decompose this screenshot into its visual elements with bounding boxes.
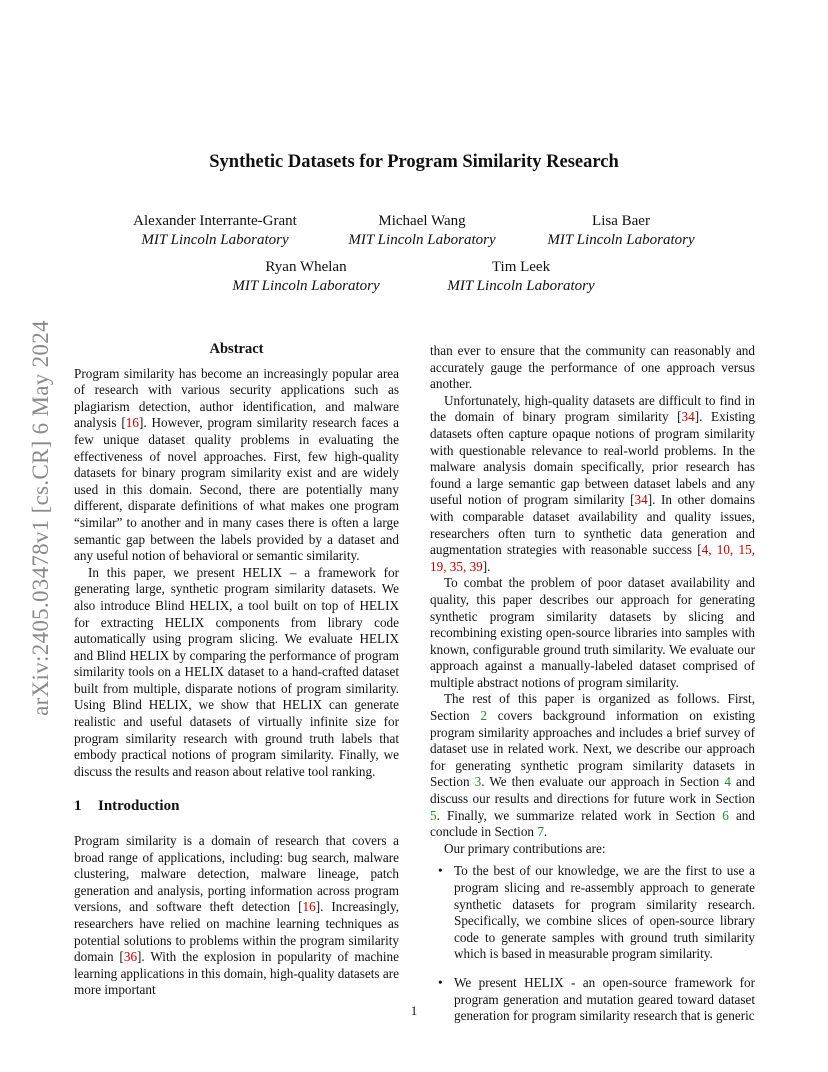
body-paragraph: than ever to ensure that the community can reasonably and accurately gauge the performance of one approach versus another. — [430, 343, 755, 392]
citation-link[interactable]: 4, 10, 15, 19, 35, 39 — [430, 542, 755, 574]
body-paragraph: Unfortunately, high-quality datasets are difficult to find in the domain of binary program similarity [34]. Existing datasets often capture opaque notions of program similarity with questionable relevance to real-world problems. In the malware analysis domain specifically, prior research has found a large semantic gap between dataset labels and any useful notion of program similarity [34]. In other domains with comparable dataset availability and quality issues, researchers often turn to synthetic data generation and augmentation strategies with reasonable success [4, 10, 15, 19, 35, 39]. — [430, 392, 755, 574]
section-link[interactable]: 2 — [480, 708, 487, 724]
list-item: • To the best of our knowledge, we are the first to use a program slicing and re-assembly approach to generate synthetic datasets for program similarity research. Specifically, we combine slices of open-source library code to generate samples with ground truth similarity which is based in measurable program similarity. — [438, 863, 755, 962]
abstract-paragraph: Program similarity has become an increasingly popular area of research with various security applications such as plagiarism detection, author identification, and malware analysis [16]. However, program similarity research faces a few unique dataset quality problems in evaluating the effectiveness of novel approaches. First, few high-quality datasets for binary program similarity exist and are widely used in this domain. Second, there are potentially many different, disparate definitions of what makes one program “similar” to another and in many cases there is often a large semantic gap between the labels provided by a dataset and any useful notion of behavioral or semantic similarity. — [74, 365, 399, 564]
author-affiliation: MIT Lincoln Laboratory — [547, 232, 695, 248]
author-affiliation: MIT Lincoln Laboratory — [232, 278, 380, 294]
author-block — [401, 258, 641, 296]
section-heading — [74, 798, 399, 815]
author-affiliation: MIT Lincoln Laboratory — [447, 278, 595, 294]
paper-title: Synthetic Datasets for Program Similarity Research — [209, 152, 619, 172]
author-affiliation: MIT Lincoln Laboratory — [348, 232, 496, 248]
author-name: Ryan Whelan — [265, 259, 347, 275]
section-link[interactable]: 4 — [724, 774, 731, 790]
right-column — [430, 343, 755, 1037]
section-number: 1 — [74, 798, 82, 815]
section-link[interactable]: 5 — [430, 807, 437, 823]
abstract-paragraph: In this paper, we present HELIX – a framework for generating large, synthetic program similarity datasets. We also introduce Blind HELIX, a tool built on top of HELIX for extracting HELIX components from library code automatically using program slicing. We evaluate HELIX and Blind HELIX by comparing the performance of program similarity tools on a HELIX dataset to a hand-crafted dataset built from multiple, disparate notions of program similarity. Using Blind HELIX, we show that HELIX can generate realistic and useful datasets of virtually infinite size for program similarity research with ground truth labels that embody practical notions of program similarity. Finally, we discuss the results and reason about relative tool ranking. — [74, 564, 399, 779]
bullet-icon: • — [438, 863, 443, 879]
author-name: Tim Leek — [491, 259, 551, 275]
section-link[interactable]: 7 — [537, 824, 544, 840]
author-block — [501, 212, 741, 250]
author-block — [95, 212, 335, 250]
body-paragraph: The rest of this paper is organized as follows. First, Section 2 covers background information on existing program similarity approaches and includes a brief survey of dataset use in related work. Next, we describe our approach for generating synthetic program similarity datasets in Section 3. We then evaluate our approach in Section 4 and discuss our results and directions for future work in Section 5. Finally, we summarize related work in Section 6 and conclude in Section 7. — [430, 691, 756, 840]
left-column — [74, 341, 399, 999]
citation-link[interactable]: 34 — [681, 409, 695, 425]
author-affiliation: MIT Lincoln Laboratory — [141, 232, 289, 248]
body-paragraph: Program similarity is a domain of research that covers a broad range of applications, including: bug search, malware clustering, malware detection, malware lineage, patch generation and analysis, porting information across program versions, and software theft detection [16]. Increasingly, researchers have relied on machine learning techniques as potential solutions to problems within the program similarity domain [36]. With the explosion in popularity of machine learning applications in this domain, high-quality datasets are more important — [74, 833, 399, 998]
citation-link[interactable]: 36 — [123, 949, 138, 965]
section-link[interactable]: 3 — [474, 774, 482, 790]
body-paragraph: Our primary contributions are: — [444, 840, 606, 856]
arxiv-sidebar — [28, 285, 54, 750]
citation-link[interactable]: 16 — [125, 415, 139, 431]
citation-link[interactable]: 16 — [302, 899, 316, 915]
author-name: Alexander Interrante-Grant — [133, 213, 297, 229]
section-link[interactable]: 6 — [722, 807, 729, 823]
author-name: Michael Wang — [378, 213, 466, 229]
abstract-heading: Abstract — [209, 341, 264, 357]
author-block — [186, 258, 426, 296]
bullet-icon: • — [438, 974, 443, 990]
arxiv-id: arXiv:2405.03478v1 [cs.CR] 6 May 2024 — [28, 319, 53, 716]
author-name: Lisa Baer — [592, 213, 650, 229]
body-paragraph: To combat the problem of poor dataset availability and quality, this paper describes our approach for generating synthetic program similarity datasets by slicing and recombining existing open-source libraries into samples with known, configurable ground truth similarity. We evaluate our approach against a manually-labeled dataset comprised of multiple abstract notions of program similarity. — [430, 575, 755, 690]
contributions-list — [430, 863, 755, 1024]
section-title: Introduction — [98, 798, 180, 815]
citation-link[interactable]: 34 — [634, 492, 648, 508]
page-number: 1 — [410, 1003, 418, 1018]
list-item: • We present HELIX - an open-source framework for program generation and mutation geared toward dataset generation for program similarity research that is generic — [438, 974, 755, 1024]
